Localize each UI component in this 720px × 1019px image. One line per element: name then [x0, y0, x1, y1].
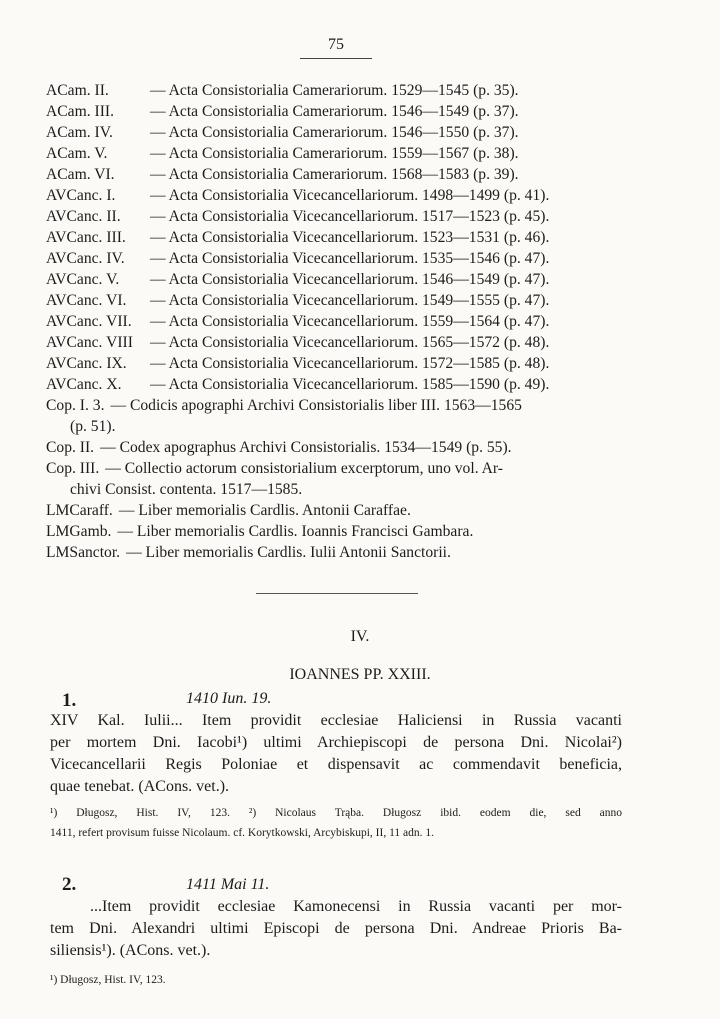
- abbreviation-text: — Acta Consistorialia Camerariorum. 1568—1583 (p. 39).: [150, 166, 519, 183]
- section-number: IV.: [350, 628, 370, 645]
- footnote-line: ¹) Długosz, Hist. IV, 123.: [50, 974, 166, 986]
- footnotes: [50, 970, 622, 990]
- document-number: 1.: [62, 690, 77, 711]
- abbreviation-entry: [46, 269, 626, 290]
- abbreviation-text: — Liber memorialis Cardlis. Iulii Antonii Sanctorii.: [126, 544, 451, 561]
- page-number: 75: [328, 36, 344, 53]
- abbreviation-text: — Acta Consistorialia Vicecancellariorum. 1549—1555 (p. 47).: [150, 292, 550, 309]
- text-line: quae tenebat. (ACons. vet.).: [50, 778, 230, 795]
- text-line: Vicecancellarii Regis Poloniae et dispensavit ac commendavit beneficia,: [50, 756, 622, 773]
- abbreviation-text: — Acta Consistorialia Camerariorum. 1559—1567 (p. 38).: [150, 145, 519, 162]
- document-text: [50, 896, 622, 962]
- abbreviation-key: AVCanc. X.: [46, 376, 122, 393]
- abbreviation-text: — Acta Consistorialia Vicecancellariorum. 1546—1549 (p. 47).: [150, 271, 550, 288]
- abbreviation-text: — Liber memorialis Cardlis. Ioannis Francisci Gambara.: [117, 523, 474, 540]
- abbreviation-key: LMGamb.: [46, 523, 112, 540]
- abbreviation-text: — Acta Consistorialia Camerariorum. 1546—1549 (p. 37).: [150, 103, 519, 120]
- abbreviation-text: — Acta Consistorialia Vicecancellariorum. 1572—1585 (p. 48).: [150, 355, 550, 372]
- text-line: per mortem Dni. Iacobi¹) ultimi Archiepiscopi de persona Dni. Nicolai²): [50, 734, 622, 751]
- abbreviation-entry: [46, 500, 626, 521]
- abbreviation-key: AVCanc. VIII: [46, 334, 133, 351]
- abbreviation-text: — Acta Consistorialia Vicecancellariorum. 1565—1572 (p. 48).: [150, 334, 550, 351]
- abbreviation-text: — Acta Consistorialia Camerariorum. 1546—1550 (p. 37).: [150, 124, 519, 141]
- abbreviation-text: — Acta Consistorialia Camerariorum. 1529—1545 (p. 35).: [150, 82, 519, 99]
- abbreviation-text: — Acta Consistorialia Vicecancellariorum. 1523—1531 (p. 46).: [150, 229, 550, 246]
- abbreviation-text: — Collectio actorum consistorialium excerptorum, uno vol. Ar-: [105, 460, 503, 477]
- section-title: IOANNES PP. XXIII.: [289, 666, 431, 683]
- abbreviation-entry: [46, 101, 626, 122]
- abbreviation-key: Cop. I. 3.: [46, 397, 105, 414]
- abbreviation-entry: [46, 80, 626, 101]
- abbreviation-entry: [46, 437, 626, 458]
- document-number: 2.: [62, 874, 77, 895]
- document-text: [50, 710, 622, 798]
- abbreviation-entry: [46, 353, 626, 374]
- text-line: siliensis¹). (ACons. vet.).: [50, 942, 211, 959]
- abbreviation-key: AVCanc. I.: [46, 187, 116, 204]
- abbreviation-entry: [46, 311, 626, 332]
- abbreviation-entry: [46, 332, 626, 353]
- abbreviation-key: Cop. III.: [46, 460, 100, 477]
- abbreviation-key: AVCanc. IV.: [46, 250, 125, 267]
- abbreviation-text: — Acta Consistorialia Vicecancellariorum. 1498—1499 (p. 41).: [150, 187, 550, 204]
- abbreviation-key: AVCanc. IX.: [46, 355, 127, 372]
- abbreviation-entry: [46, 227, 626, 248]
- abbreviation-key: AVCanc. VII.: [46, 313, 132, 330]
- document-date: 1411 Mai 11.: [186, 876, 270, 893]
- document-date: 1410 Iun. 19.: [186, 690, 272, 707]
- abbreviation-text: — Liber memorialis Cardlis. Antonii Caraffae.: [118, 502, 411, 519]
- abbreviation-key: LMCaraff.: [46, 502, 113, 519]
- abbreviation-entry: [46, 458, 626, 479]
- abbreviation-key: ACam. V.: [46, 145, 108, 162]
- text-line: XIV Kal. Iulii... Item providit ecclesiae Haliciensi in Russia vacanti: [50, 712, 622, 729]
- abbreviation-key: AVCanc. V.: [46, 271, 120, 288]
- abbreviation-entry: [46, 248, 626, 269]
- page-number-rule: [300, 58, 372, 59]
- abbreviation-key: ACam. III.: [46, 103, 114, 120]
- abbreviation-key: ACam. IV.: [46, 124, 113, 141]
- abbreviation-text: — Codicis apographi Archivi Consistorialis liber III. 1563—1565: [110, 397, 522, 414]
- abbreviation-key: Cop. II.: [46, 439, 95, 456]
- abbreviation-text: — Codex apographus Archivi Consistorialis. 1534—1549 (p. 55).: [100, 439, 512, 456]
- abbreviation-entry: [46, 122, 626, 143]
- abbreviation-continuation: (p. 51).: [70, 418, 116, 435]
- abbreviation-text: — Acta Consistorialia Vicecancellariorum. 1535—1546 (p. 47).: [150, 250, 550, 267]
- abbreviation-key: AVCanc. VI.: [46, 292, 127, 309]
- abbreviation-entry: [46, 206, 626, 227]
- abbreviation-key: AVCanc. III.: [46, 229, 126, 246]
- abbreviation-key: ACam. II.: [46, 82, 109, 99]
- abbreviation-entry: [46, 143, 626, 164]
- text-line: tem Dni. Alexandri ultimi Episcopi de persona Dni. Andreae Prioris Ba-: [50, 920, 622, 937]
- abbreviation-entry: [46, 290, 626, 311]
- abbreviation-text: — Acta Consistorialia Vicecancellariorum. 1585—1590 (p. 49).: [150, 376, 550, 393]
- abbreviation-entry: [46, 185, 626, 206]
- abbreviation-entry: [46, 164, 626, 185]
- abbreviation-text: — Acta Consistorialia Vicecancellariorum. 1559—1564 (p. 47).: [150, 313, 550, 330]
- abbreviation-continuation: chivi Consist. contenta. 1517—1585.: [70, 481, 303, 498]
- abbreviation-key: AVCanc. II.: [46, 208, 121, 225]
- abbreviation-entry: [46, 521, 626, 542]
- footnotes: [50, 803, 622, 843]
- abbreviation-key: LMSanctor.: [46, 544, 121, 561]
- footnote-line: ¹) Długosz, Hist. IV, 123. ²) Nicolaus Trąba. Długosz ibid. eodem die, sed anno: [50, 807, 622, 819]
- abbreviation-key: ACam. VI.: [46, 166, 115, 183]
- footnote-line: 1411, refert provisum fuisse Nicolaum. cf. Korytkowski, Arcybiskupi, II, 11 adn. 1.: [50, 827, 435, 839]
- abbreviation-entry: [46, 374, 626, 395]
- section-separator: [256, 593, 418, 594]
- abbreviation-entry: [46, 542, 626, 563]
- text-line: ...Item providit ecclesiae Kamonecensi in Russia vacanti per mor-: [90, 898, 622, 915]
- abbreviation-entry: [46, 395, 626, 416]
- abbreviation-text: — Acta Consistorialia Vicecancellariorum. 1517—1523 (p. 45).: [150, 208, 550, 225]
